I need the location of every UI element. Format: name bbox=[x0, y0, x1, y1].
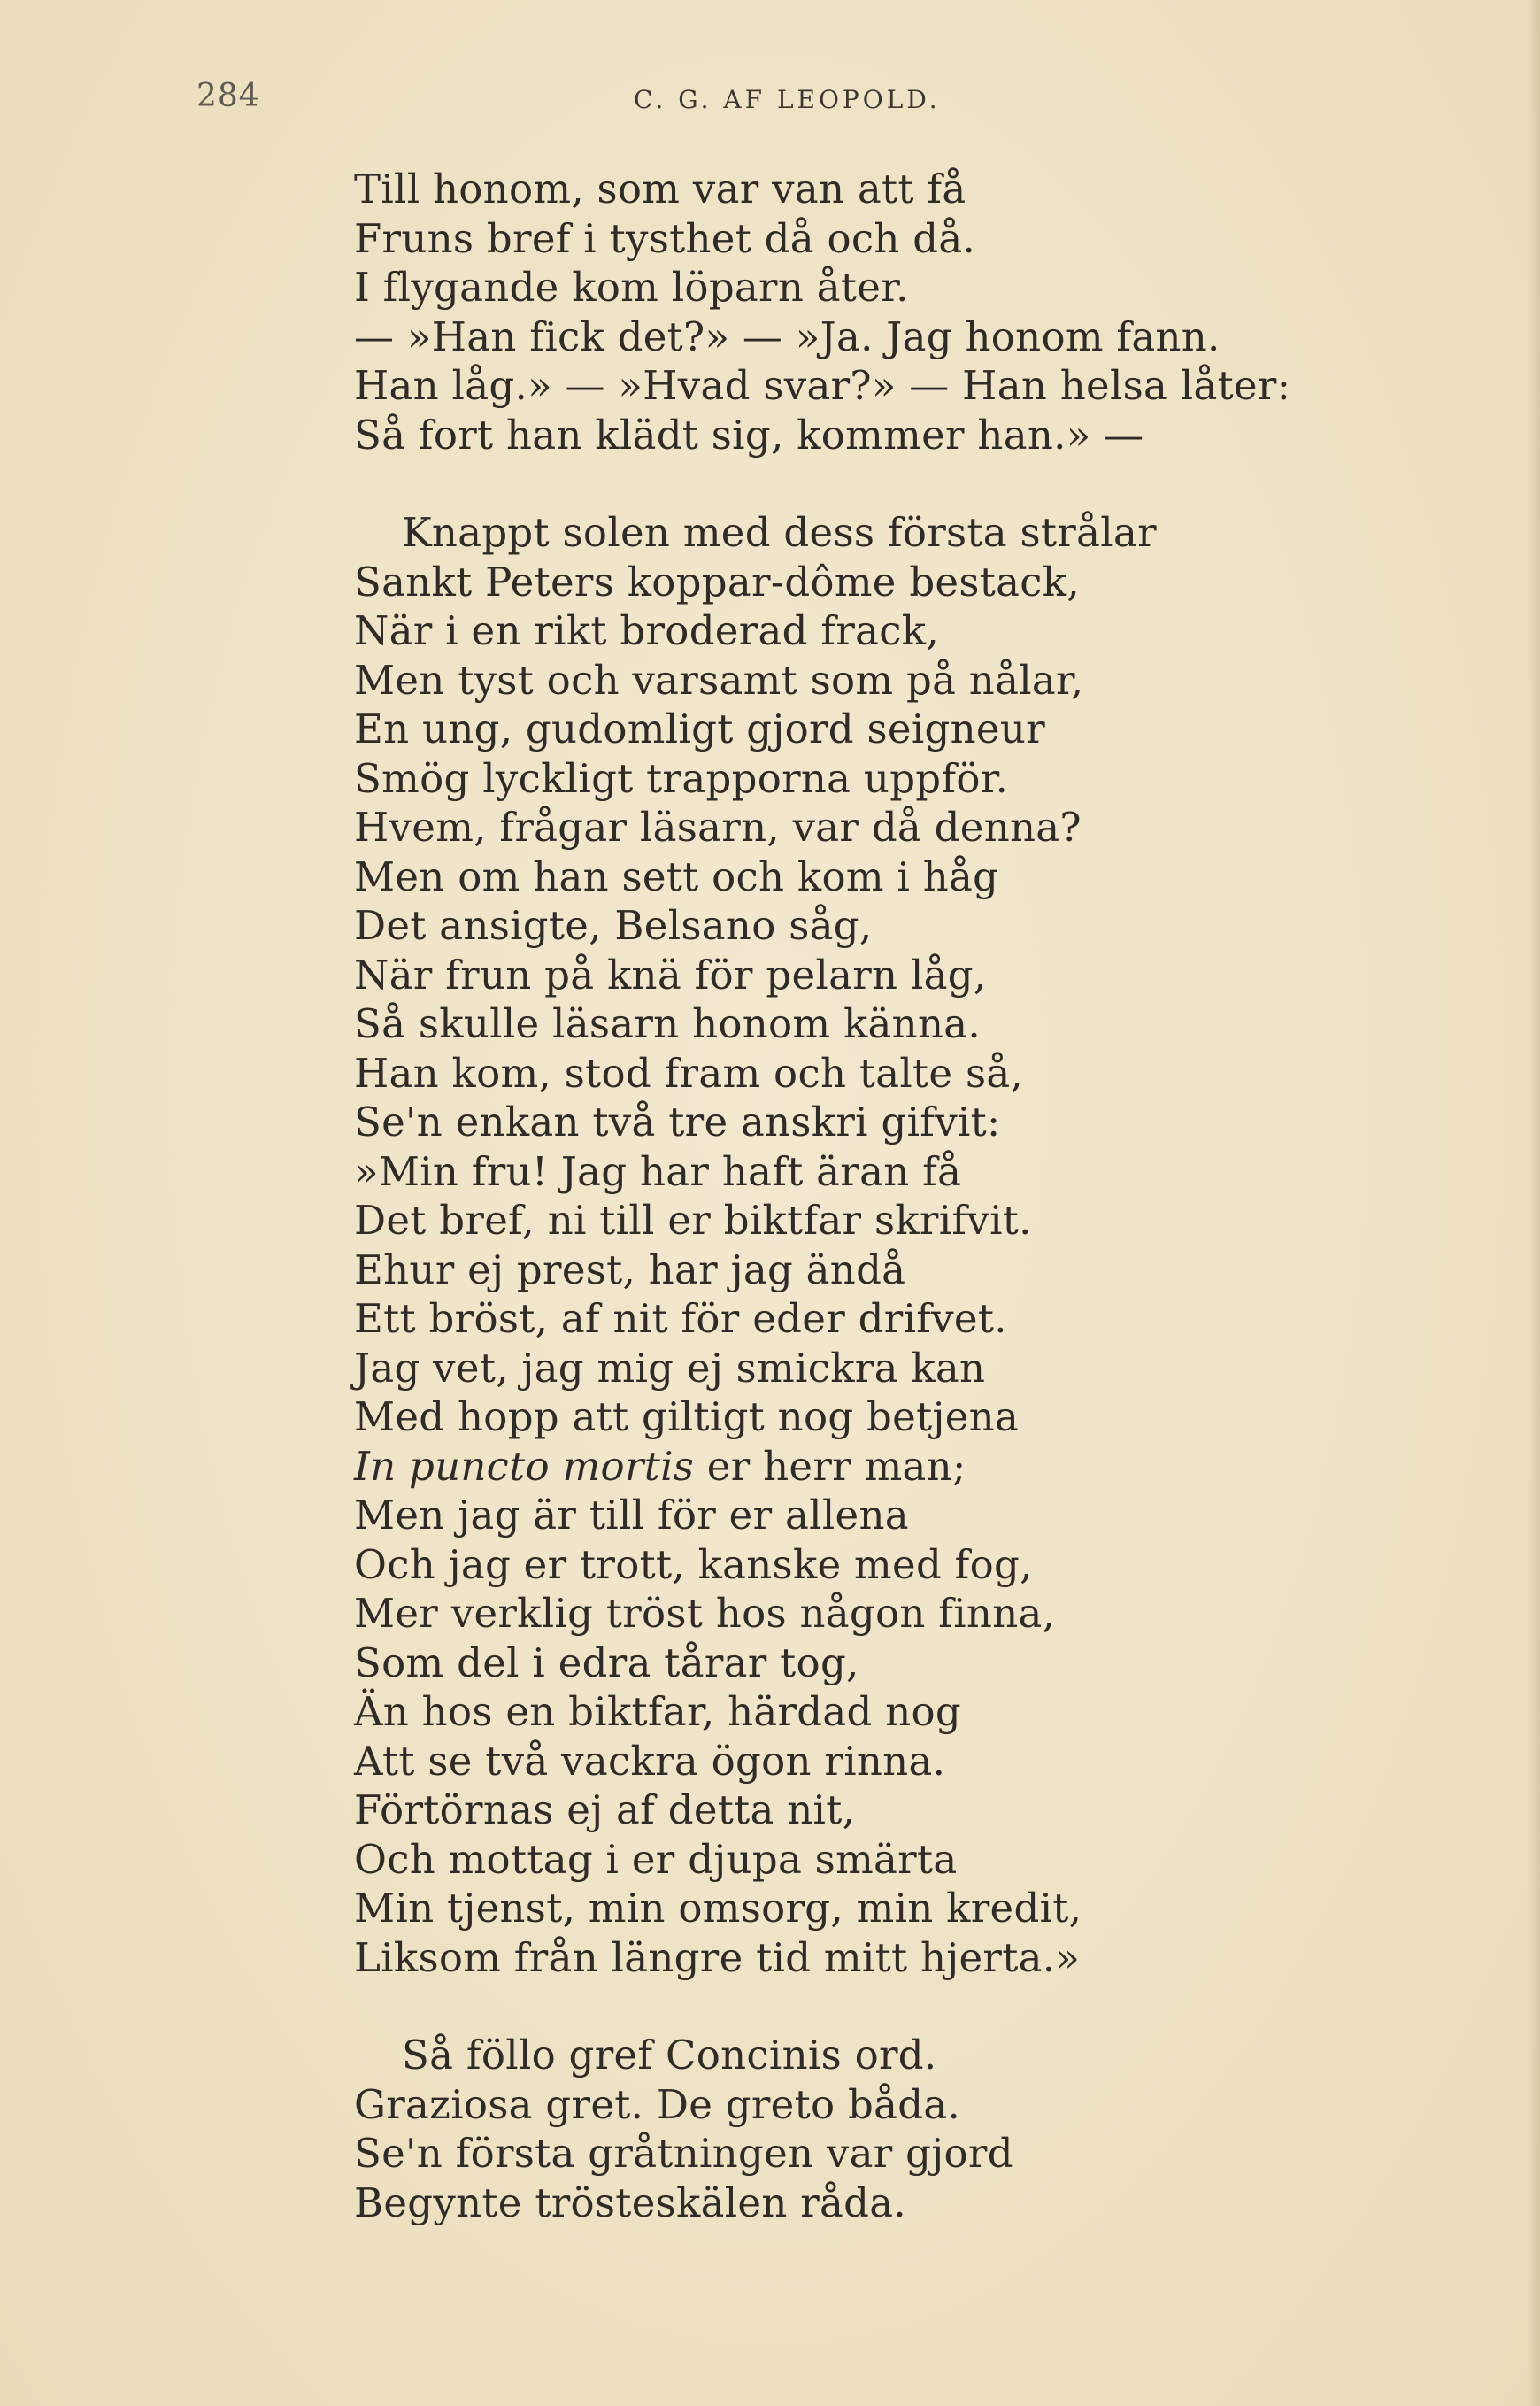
poem-line: Det ansigte, Belsano såg, bbox=[354, 902, 873, 949]
poem-line: Så föllo gref Concinis ord. bbox=[402, 2032, 937, 2078]
poem-line: Förtörnas ej af detta nit, bbox=[354, 1786, 856, 1833]
poem-line: »Min fru! Jag har haft äran få bbox=[354, 1147, 962, 1195]
poem-line: Han kom, stod fram och talte så, bbox=[354, 1049, 1024, 1097]
poem-line: Begynte trösteskälen råda. bbox=[354, 2179, 907, 2226]
page-edge-shadow bbox=[1528, 0, 1540, 2406]
poem-line: Han låg.» — »Hvad svar?» — Han helsa låter: bbox=[354, 362, 1291, 409]
poem-line: Ett bröst, af nit för eder drifvet. bbox=[354, 1295, 1007, 1342]
poem-line: Till honom, som var van att få bbox=[354, 166, 966, 212]
poem-line: En ung, gudomligt gjord seigneur bbox=[354, 706, 1045, 752]
poem-line: Men om han sett och kom i håg bbox=[354, 852, 999, 900]
running-head: C. G. AF LEOPOLD. bbox=[634, 85, 941, 114]
poem-line-rest: er herr man; bbox=[706, 1442, 966, 1490]
poem-line: I flygande kom löparn åter. bbox=[354, 264, 909, 311]
poem-text bbox=[354, 165, 1381, 2227]
poem-line: Smög lyckligt trapporna uppför. bbox=[354, 754, 1009, 802]
page-number: 284 bbox=[196, 78, 260, 114]
poem-line: Så fort han klädt sig, kommer han.» — bbox=[354, 411, 1144, 459]
poem-line: Se'n enkan två tre anskri gifvit: bbox=[354, 1099, 1001, 1145]
poem-line: Se'n första gråtningen var gjord bbox=[354, 2130, 1013, 2177]
poem-line: Sankt Peters koppar-dôme bestack, bbox=[354, 558, 1080, 605]
poem-line: Än hos en biktfar, härdad nog bbox=[354, 1688, 962, 1735]
poem-line: När frun på knä för pelarn låg, bbox=[354, 951, 987, 999]
poem-line: Ehur ej prest, har jag ändå bbox=[354, 1245, 906, 1293]
poem-line: Fruns bref i tysthet då och då. bbox=[354, 214, 976, 262]
poem-line: Mer verklig tröst hos någon finna, bbox=[354, 1590, 1056, 1637]
poem-line: Att se två vackra ögon rinna. bbox=[354, 1737, 946, 1785]
poem-line: Och mottag i er djupa smärta bbox=[354, 1835, 958, 1883]
poem-line: Men jag är till för er allena bbox=[354, 1492, 909, 1538]
italic-phrase: In puncto mortis bbox=[354, 1442, 695, 1490]
poem-line: Med hopp att giltigt nog betjena bbox=[354, 1393, 1020, 1440]
page-header bbox=[0, 78, 1540, 122]
poem-line: Liksom från längre tid mitt hjerta.» bbox=[354, 1933, 1081, 1981]
poem-line: Så skulle läsarn honom känna. bbox=[354, 1000, 981, 1047]
poem-line: När i en rikt broderad frack, bbox=[354, 607, 939, 654]
poem-line: Och jag er trott, kanske med fog, bbox=[354, 1540, 1033, 1588]
poem-line: Knappt solen med dess första strålar bbox=[402, 509, 1157, 556]
poem-line: Men tyst och varsamt som på nålar, bbox=[354, 656, 1084, 704]
poem-line: Graziosa gret. De greto båda. bbox=[354, 2080, 961, 2128]
poem-line: Som del i edra tårar tog, bbox=[354, 1639, 859, 1686]
poem-line: Hvem, frågar läsarn, var då denna? bbox=[354, 804, 1082, 851]
poem-line: Jag vet, jag mig ej smickra kan bbox=[354, 1344, 986, 1392]
poem-line: Min tjenst, min omsorg, min kredit, bbox=[354, 1885, 1082, 1932]
poem-line: Det bref, ni till er biktfar skrifvit. bbox=[354, 1197, 1032, 1244]
poem-line: — »Han fick det?» — »Ja. Jag honom fann. bbox=[354, 312, 1220, 360]
poem-line-with-italic bbox=[354, 1442, 1381, 1492]
